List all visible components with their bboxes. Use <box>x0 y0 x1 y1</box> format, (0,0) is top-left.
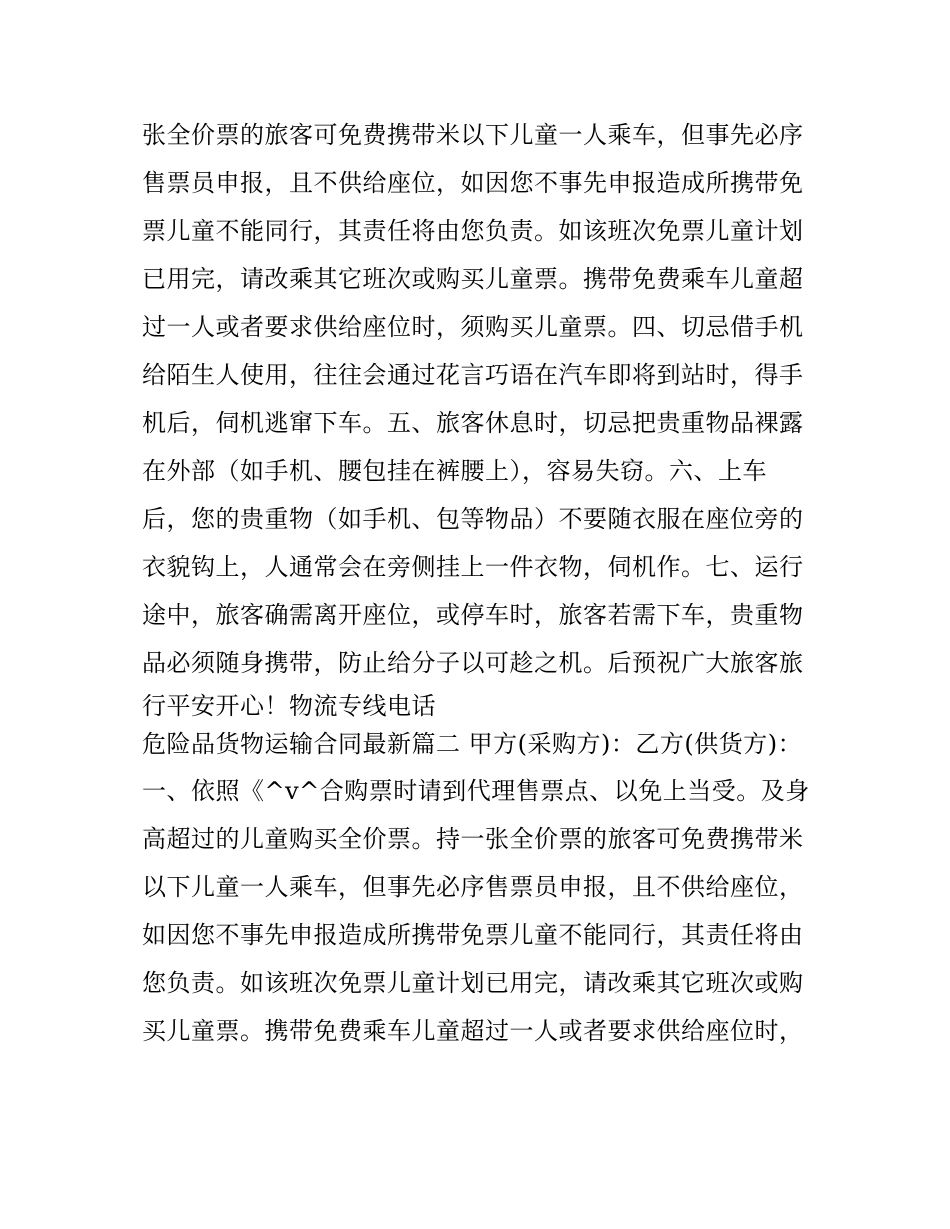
text-line: 买儿童票。携带免费乘车儿童超过一人或者要求供给座位时， <box>142 1017 804 1045</box>
text-line: 后，您的贵重物（如手机、包等物品）不要随衣服在座位旁的 <box>142 505 804 533</box>
text-line: 售票员申报，且不供给座位，如因您不事先申报造成所携带免 <box>142 169 804 197</box>
text-line: 张全价票的旅客可免费携带米以下儿童一人乘车，但事先必序 <box>142 121 804 149</box>
text-line: 高超过的儿童购买全价票。持一张全价票的旅客可免费携带米 <box>142 825 804 853</box>
paragraph-block-1 <box>142 111 822 763</box>
text-line: 行平安开心！物流专线电话 <box>142 692 436 720</box>
text-line: 过一人或者要求供给座位时，须购买儿童票。四、切忌借手机 <box>142 313 804 341</box>
text-line: 品必须随身携带，防止给分子以可趁之机。后预祝广大旅客旅 <box>142 649 804 677</box>
text-line: 票儿童不能同行，其责任将由您负责。如该班次免票儿童计划 <box>142 217 804 245</box>
text-line: 以下儿童一人乘车，但事先必序售票员申报，且不供给座位， <box>142 873 804 901</box>
text-line: 一、依照《^v^合购票时请到代理售票点、以免上当受。及身 <box>142 777 810 805</box>
text-line: 如因您不事先申报造成所携带免票儿童不能同行，其责任将由 <box>142 921 804 949</box>
section-heading: 危险品货物运输合同最新篇二 甲方(采购方)：乙方(供货方)： <box>142 730 803 758</box>
text-line: 机后，伺机逃窜下车。五、旅客休息时，切忌把贵重物品裸露 <box>142 409 804 437</box>
text-line: 给陌生人使用，往往会通过花言巧语在汽车即将到站时，得手 <box>142 361 804 389</box>
text-line: 已用完，请改乘其它班次或购买儿童票。携带免费乘车儿童超 <box>142 265 804 293</box>
text-line: 您负责。如该班次免票儿童计划已用完，请改乘其它班次或购 <box>142 969 804 997</box>
text-line: 衣貌钩上，人通常会在旁侧挂上一件衣物，伺机作。七、运行 <box>142 553 804 581</box>
text-line: 在外部（如手机、腰包挂在裤腰上），容易失窃。六、上车 <box>142 457 767 485</box>
text-line: 途中，旅客确需离开座位，或停车时，旅客若需下车，贵重物 <box>142 601 804 629</box>
paragraph-block-2 <box>142 767 822 1055</box>
